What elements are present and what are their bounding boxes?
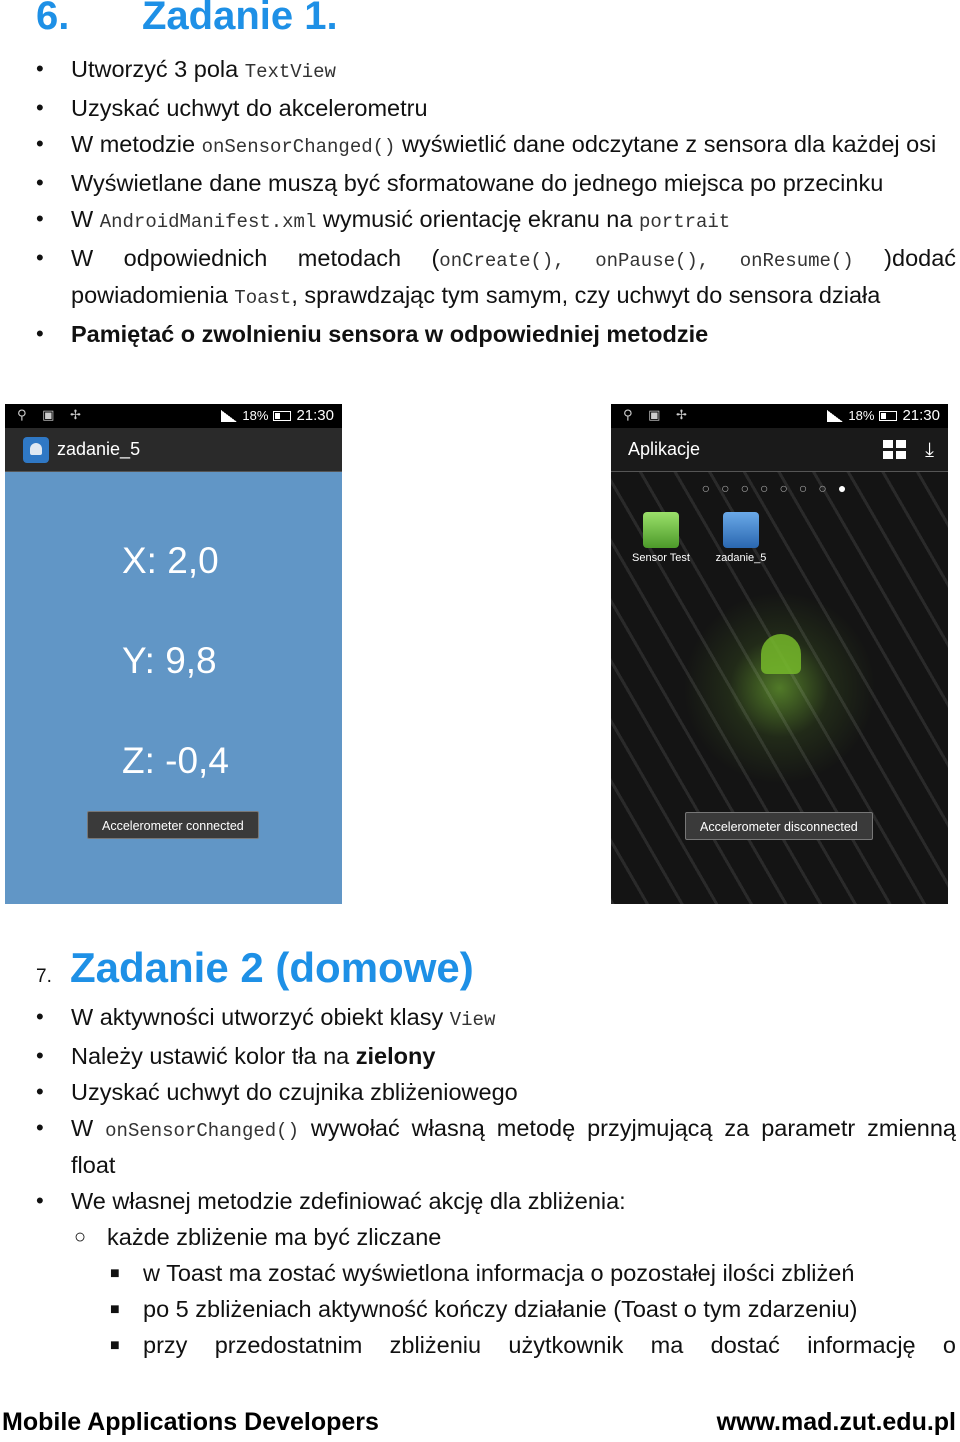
signal-icon bbox=[827, 410, 843, 422]
item-text: Należy ustawić kolor tła na bbox=[71, 1043, 356, 1069]
page-indicator: ○○○○○○○● bbox=[701, 480, 858, 496]
item-text: W bbox=[71, 1115, 106, 1141]
app-drawer bbox=[611, 472, 948, 904]
android-logo-icon bbox=[761, 634, 801, 674]
zadanie-5-icon bbox=[723, 512, 759, 548]
list-subsubitem bbox=[0, 1328, 960, 1362]
item-text: W odpowiednich metodach ( bbox=[71, 245, 440, 271]
item-text: Wyświetlane dane muszą być sformatowane do jednego miejsca po przecinku bbox=[71, 170, 884, 196]
app-title-bar bbox=[5, 428, 342, 472]
list-item bbox=[0, 52, 960, 89]
item-code: onCreate(), bbox=[439, 250, 565, 272]
item-text: po 5 zbliżeniach aktywność kończy działanie (Toast o tym zdarzeniu) bbox=[143, 1296, 858, 1322]
launcher-zadanie-5[interactable] bbox=[701, 512, 781, 564]
item-code: TextView bbox=[244, 61, 336, 83]
item-text: Uzyskać uchwyt do czujnika zbliżeniowego bbox=[71, 1079, 518, 1105]
battery-icon bbox=[879, 411, 897, 421]
item-text: wyświetlić dane odczytane z sensora dla każdej osi bbox=[395, 131, 937, 157]
item-code: onSensorChanged() bbox=[105, 1120, 299, 1142]
list-subsubitem bbox=[0, 1292, 960, 1326]
item-text: wywołać własną metodę przyjmującą za parametr zmienną float bbox=[71, 1115, 956, 1178]
item-code: AndroidManifest.xml bbox=[99, 211, 317, 233]
item-text-bold: Pamiętać o zwolnieniu sensora w odpowiedniej metodzie bbox=[71, 321, 709, 347]
item-text: przy przedostatnim zbliżeniu użytkownik ma dostać informację o bbox=[143, 1332, 956, 1358]
list-item bbox=[0, 1184, 960, 1218]
item-code: onPause(), bbox=[595, 250, 710, 272]
item-code: View bbox=[449, 1009, 496, 1031]
download-icon[interactable]: ⤓ bbox=[925, 439, 934, 461]
item-text: )dodać powiadomienia bbox=[71, 245, 957, 308]
section1-number: 6. bbox=[36, 0, 70, 38]
z-value: Z: -0,4 bbox=[122, 740, 229, 781]
app-content bbox=[5, 472, 342, 904]
section1-list bbox=[0, 52, 960, 353]
status-bar bbox=[611, 404, 948, 428]
y-value: Y: 9,8 bbox=[122, 640, 217, 681]
battery-percent: 18% bbox=[242, 408, 269, 423]
footer-url[interactable]: www.mad.zut.edu.pl bbox=[716, 1408, 956, 1436]
item-text: W aktywności utworzyć obiekt klasy bbox=[71, 1004, 450, 1030]
android-app-icon bbox=[23, 437, 49, 463]
item-text: W bbox=[71, 206, 100, 232]
section2-title: Zadanie 2 (domowe) bbox=[70, 944, 474, 991]
item-code: onResume() bbox=[739, 250, 854, 272]
toast-connected: Accelerometer connected bbox=[87, 811, 259, 839]
item-text: Uzyskać uchwyt do akcelerometru bbox=[71, 95, 428, 121]
status-notification-icons: ⚲ ▣ ✢ bbox=[17, 407, 87, 422]
sensor-test-icon bbox=[643, 512, 679, 548]
launcher-sensor-test[interactable] bbox=[621, 512, 701, 564]
item-text-bold: zielony bbox=[355, 1043, 436, 1069]
x-value: X: 2,0 bbox=[122, 540, 219, 581]
item-text: każde zbliżenie ma być zliczane bbox=[107, 1224, 442, 1250]
signal-icon bbox=[221, 410, 237, 422]
list-item bbox=[0, 241, 960, 315]
list-item bbox=[0, 1111, 960, 1182]
list-subitem bbox=[0, 1220, 960, 1254]
app-label: zadanie_5 bbox=[715, 552, 767, 564]
item-text: w Toast ma zostać wyświetlona informacja o pozostałej ilości zbliżeń bbox=[143, 1260, 855, 1286]
section1-title: Zadanie 1. bbox=[142, 0, 338, 38]
section2-number: 7. bbox=[36, 966, 52, 987]
status-time: 21:30 bbox=[296, 407, 334, 424]
app-title: zadanie_5 bbox=[57, 439, 141, 459]
item-text: We własnej metodzie zdefiniować akcję dla zbliżenia: bbox=[71, 1188, 626, 1214]
footer-left: Mobile Applications Developers bbox=[2, 1408, 379, 1436]
item-text: wymusić orientację ekranu na bbox=[316, 206, 639, 232]
status-notification-icons: ⚲ ▣ ✢ bbox=[623, 407, 693, 422]
list-subsubitem bbox=[0, 1256, 960, 1290]
list-item bbox=[0, 1039, 960, 1073]
item-code: Toast bbox=[234, 287, 292, 309]
app-label: Sensor Test bbox=[632, 552, 690, 564]
battery-percent: 18% bbox=[848, 408, 875, 423]
list-item bbox=[0, 317, 960, 351]
toast-disconnected: Accelerometer disconnected bbox=[685, 812, 873, 840]
list-item bbox=[0, 127, 960, 164]
section1-heading bbox=[36, 0, 338, 39]
phone-screenshot-apps bbox=[611, 404, 948, 904]
battery-icon bbox=[273, 411, 291, 421]
grid-view-icon[interactable] bbox=[883, 440, 907, 460]
status-bar bbox=[5, 404, 342, 428]
status-time: 21:30 bbox=[902, 407, 940, 424]
list-item bbox=[0, 1075, 960, 1109]
apps-title: Aplikacje bbox=[628, 439, 701, 459]
list-item bbox=[0, 166, 960, 200]
list-item bbox=[0, 1000, 960, 1037]
phone-screenshot-accelerometer bbox=[5, 404, 342, 904]
list-item bbox=[0, 91, 960, 125]
apps-title-bar bbox=[611, 428, 948, 472]
item-code: onSensorChanged() bbox=[201, 136, 396, 158]
item-text: , sprawdzając tym samym, czy uchwyt do sensora działa bbox=[291, 282, 881, 308]
section2-list bbox=[0, 1000, 960, 1364]
item-text: Utworzyć 3 pola bbox=[71, 56, 245, 82]
item-code: portrait bbox=[638, 211, 731, 233]
item-text: W metodzie bbox=[71, 131, 202, 157]
list-item bbox=[0, 202, 960, 239]
